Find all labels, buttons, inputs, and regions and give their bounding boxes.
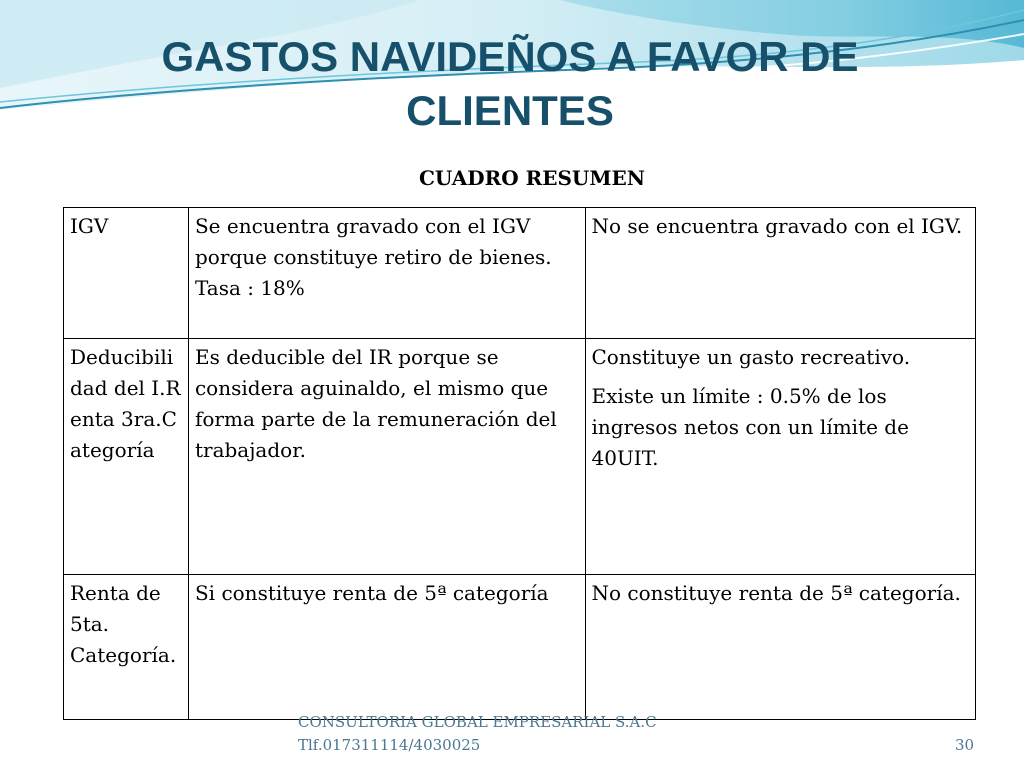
cell-paragraph: No constituye renta de 5ª categoría. [591,581,961,605]
page-number: 30 [955,736,975,754]
slide-title: GASTOS NAVIDEÑOS A FAVOR DE CLIENTES [161,33,859,134]
cell-no-gravado [585,208,976,339]
cell-no-renta-5ta [585,575,976,720]
cell-paragraph: No se encuentra gravado con el IGV. [591,214,963,238]
summary-table [63,207,976,720]
cell-renta-5ta: Si constituye renta de 5ª categoría [188,575,585,720]
table-row [64,208,976,339]
cell-gravado: Se encuentra gravado con el IGV porque constituye retiro de bienes. Tasa : 18% [188,208,585,339]
cell-paragraph: Existe un límite : 0.5% de los ingresos netos con un límite de 40UIT. [591,384,909,470]
footer-phone: Tlf.017311114/4030025 [298,736,481,754]
cell-deducible: Es deducible del IR porque se considera aguinaldo, el mismo que forma parte de la remuneración del trabajador. [188,339,585,575]
footer-company: CONSULTORIA GLOBAL EMPRESARIAL S.A.C [298,713,657,731]
cell-paragraph: Constituye un gasto recreativo. [591,345,911,369]
table-row [64,339,976,575]
row-label: Renta de 5ta. Categoría. [64,575,189,720]
row-label: Deducibilidad del I.Renta 3ra.Categoría [64,339,189,575]
table-row [64,575,976,720]
cell-gasto-recreativo [585,339,976,575]
row-label: IGV [64,208,189,339]
table-caption: CUADRO RESUMEN [418,166,646,190]
